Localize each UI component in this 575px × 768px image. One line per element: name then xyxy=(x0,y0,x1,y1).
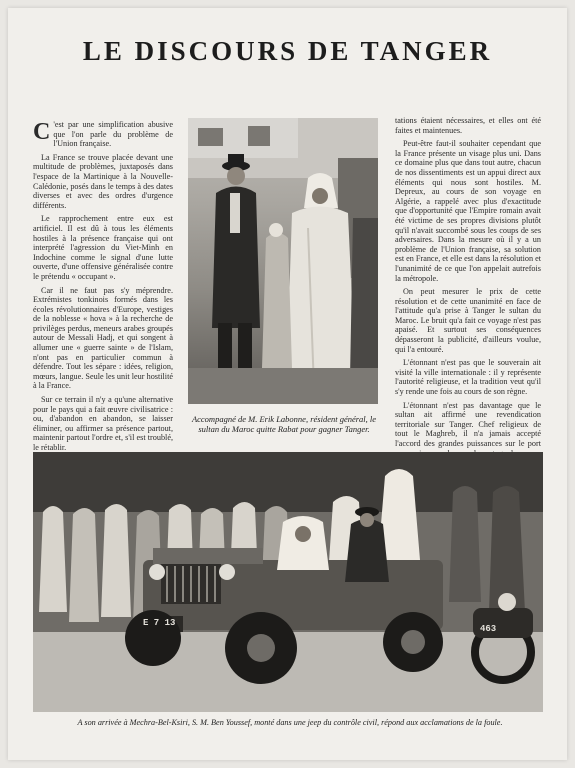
photo-caption-top: Accompagné de M. Erik Labonne, résident général, le sultan du Maroc quitte Rabat pour gagner Tanger. xyxy=(191,414,377,434)
paragraph: On peut mesurer le prix de cette résolution et de cette unanimité en face de l'attitude qu'a prise à Tanger le sultan du Maroc. Le bruit qu'a fait ce voyage n'est pas apaisé. Et surtout ses conséquences dépasseront la publicité, d'ailleurs voulue, qui l'a entouré. xyxy=(395,287,541,354)
paragraph: Car il ne faut pas s'y méprendre. Extrémistes tonkinois formés dans les écoles révolutionnaires d'Europe, vestiges de la noblesse « hova » à la recherche de privilèges perdus, meneurs arabes groupés autour de Messali Hadj, et qui songent à allumer une « guerre sainte » de l'Islam, n'ont pas en particulier commun à défendre. Tout les sépare : idées, religion, mœurs, langue. Seule les unit leur hostilité à la France. xyxy=(33,285,173,391)
motorcycle-license-plate: 463 xyxy=(480,624,497,634)
text-column-left xyxy=(33,119,173,452)
photo-sultan-jeep-image xyxy=(33,452,543,712)
paragraph: Le rapprochement entre eux est artificiel. Il est dû à tous les éléments hostiles à la présence française qui ont interprété l'agression du Viet-Minh en Indochine comme le signal d'une lutte ouverte, d'une offensive généralisée contre le prétendu « occupant ». xyxy=(33,214,173,281)
photo-caption-bottom: A son arrivée à Mechra-Bel-Ksiri, S. M. Ben Youssef, monté dans une jeep du contrôle civil, répond aux acclamations de la foule. xyxy=(77,718,503,727)
photo-sultan-departure-image xyxy=(188,118,378,404)
photo-sultan-jeep xyxy=(33,452,543,712)
text-column-right xyxy=(395,116,541,448)
paragraph: L'étonnant n'est pas que le souverain ait visité la ville internationale : il y représente l'autorité religieuse, et la tradition veut qu'il s'y rende une fois au cours de son règne. xyxy=(395,358,541,397)
photo-sultan-departure xyxy=(188,118,378,404)
paragraph: Sur ce terrain il n'y a qu'une alternative pour le pays qui a fait œuvre civilisatrice : ou, d'abandon en abandon, se laisser éliminer, ou affirmer sa présence partout, maintenir partout l'ordre et, s'il est troublé, le rétablir. xyxy=(33,395,173,452)
article-title: LE DISCOURS DE TANGER xyxy=(82,36,493,66)
paragraph: La France se trouve placée devant une multitude de problèmes, juxtaposés dans l'espace de la Martinique à la Nouvelle-Calédonie, posés dans le temps à des dates diverses et avec des ordres d'urgence différents. xyxy=(33,152,173,210)
paragraph: tations étaient nécessaires, et elles ont été faites et maintenues. xyxy=(395,116,541,135)
drop-cap: C xyxy=(33,119,51,145)
paragraph: 'est par une simplification abusive que l'on parle du problème de l'Union française. xyxy=(53,120,173,149)
jeep-license-plate: E 7 13 xyxy=(143,618,176,628)
paragraph: L'étonnant n'est pas davantage que le sultan ait affirmé une revendication territoriale sur Tanger. Chef religieux de tout le Maghreb, il n'a jamais accepté l'accord des grandes puissances sur le port xyxy=(395,400,541,448)
paragraph: Peut-être faut-il souhaiter cependant que la France présente un visage plus uni. Dans ce domaine plus que dans tout autre, chacun de nos dissentiments est un appui direct aux éléments qui nous sont hostiles. M. Depreux, au cours de son voyage en Algérie, a rappelé avec plus d'exactitude que d'opportunité que l'Empire romain avait été victime de ses propres divisions plutôt qu'il n'avait succombé sous les coups de ses adversaires. Dans la mesure où il y a un problème de l'Union française, sa solution est en France, et elle est dans la résolution et l'unanimité de ce que l'on appelait autrefois la métropole. xyxy=(395,139,541,283)
